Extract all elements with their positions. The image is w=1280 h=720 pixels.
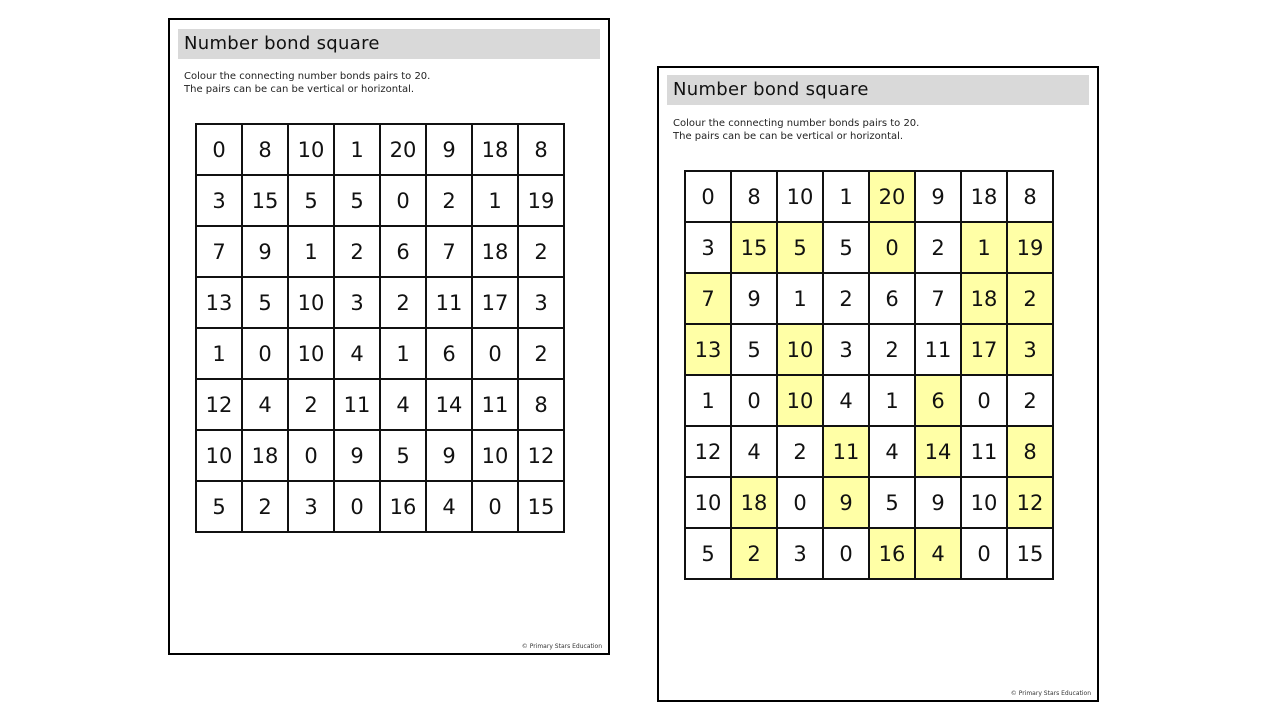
grid-cell[interactable]: 10 [777,375,823,426]
grid-cell[interactable]: 3 [334,277,380,328]
grid-cell[interactable]: 6 [915,375,961,426]
grid-cell[interactable]: 16 [869,528,915,579]
grid-cell[interactable]: 11 [472,379,518,430]
grid-cell[interactable]: 1 [288,226,334,277]
grid-cell[interactable]: 11 [823,426,869,477]
grid-cell[interactable]: 7 [685,273,731,324]
grid-cell[interactable]: 18 [472,226,518,277]
grid-cell[interactable]: 7 [426,226,472,277]
grid-cell[interactable]: 11 [961,426,1007,477]
grid-cell[interactable]: 5 [288,175,334,226]
grid-cell[interactable]: 10 [288,277,334,328]
grid-cell[interactable]: 0 [380,175,426,226]
grid-cell[interactable]: 5 [823,222,869,273]
grid-cell[interactable]: 1 [869,375,915,426]
grid-row [685,171,1053,222]
grid-cell[interactable]: 2 [1007,273,1053,324]
grid-row [196,277,564,328]
copyright-notice: © Primary Stars Education [521,643,602,650]
grid-cell[interactable]: 14 [426,379,472,430]
grid-cell[interactable]: 0 [288,430,334,481]
grid-cell[interactable]: 4 [869,426,915,477]
grid-cell[interactable]: 18 [731,477,777,528]
grid-cell[interactable]: 12 [518,430,564,481]
grid-cell[interactable]: 11 [426,277,472,328]
grid-cell[interactable]: 7 [196,226,242,277]
grid-cell[interactable]: 5 [869,477,915,528]
grid-cell[interactable]: 0 [869,222,915,273]
grid-cell[interactable]: 1 [685,375,731,426]
grid-cell[interactable]: 3 [823,324,869,375]
grid-cell[interactable]: 9 [334,430,380,481]
grid-row [685,222,1053,273]
grid-cell[interactable]: 12 [685,426,731,477]
grid-cell[interactable]: 8 [518,379,564,430]
grid-cell[interactable]: 5 [196,481,242,532]
grid-cell[interactable]: 18 [472,124,518,175]
instruction-line-1: Colour the connecting number bonds pairs to 20. [184,71,431,82]
grid-cell[interactable]: 11 [915,324,961,375]
grid-cell[interactable]: 19 [518,175,564,226]
grid-cell[interactable]: 4 [731,426,777,477]
grid-cell[interactable]: 7 [915,273,961,324]
grid-cell[interactable]: 0 [472,481,518,532]
grid-cell[interactable]: 3 [685,222,731,273]
grid-cell[interactable]: 15 [518,481,564,532]
grid-cell[interactable]: 2 [869,324,915,375]
worksheet-instructions [673,117,919,143]
grid-cell[interactable]: 14 [915,426,961,477]
grid-cell[interactable]: 15 [731,222,777,273]
grid-cell[interactable]: 2 [731,528,777,579]
grid-cell[interactable]: 20 [380,124,426,175]
grid-cell[interactable]: 5 [380,430,426,481]
grid-cell[interactable]: 10 [961,477,1007,528]
grid-cell[interactable]: 3 [1007,324,1053,375]
grid-cell[interactable]: 9 [242,226,288,277]
grid-cell[interactable]: 0 [961,528,1007,579]
grid-cell[interactable]: 17 [961,324,1007,375]
grid-cell[interactable]: 0 [777,477,823,528]
grid-cell[interactable]: 1 [334,124,380,175]
grid-cell[interactable]: 8 [518,124,564,175]
grid-cell[interactable]: 0 [472,328,518,379]
grid-cell[interactable]: 2 [426,175,472,226]
grid-cell[interactable]: 2 [1007,375,1053,426]
grid-cell[interactable]: 3 [777,528,823,579]
grid-cell[interactable]: 2 [518,226,564,277]
grid-cell[interactable]: 0 [823,528,869,579]
grid-cell[interactable]: 10 [685,477,731,528]
grid-cell[interactable]: 18 [242,430,288,481]
number-grid [684,170,1054,580]
grid-cell[interactable]: 4 [242,379,288,430]
grid-cell[interactable]: 3 [288,481,334,532]
grid-cell[interactable]: 1 [380,328,426,379]
grid-row [685,477,1053,528]
grid-cell[interactable]: 4 [915,528,961,579]
grid-cell[interactable]: 9 [426,124,472,175]
grid-cell[interactable]: 5 [242,277,288,328]
grid-cell[interactable]: 10 [288,124,334,175]
grid-cell[interactable]: 2 [777,426,823,477]
grid-cell[interactable]: 1 [961,222,1007,273]
grid-cell[interactable]: 2 [242,481,288,532]
grid-cell[interactable]: 11 [334,379,380,430]
grid-row [196,430,564,481]
worksheet-instructions [184,70,430,96]
instruction-line-1: Colour the connecting number bonds pairs to 20. [673,118,920,129]
grid-cell[interactable]: 2 [915,222,961,273]
worksheet-title: Number bond square [178,29,600,59]
grid-cell[interactable]: 20 [869,171,915,222]
grid-row [685,375,1053,426]
grid-cell[interactable]: 1 [196,328,242,379]
grid-cell[interactable]: 8 [731,171,777,222]
grid-cell[interactable]: 4 [823,375,869,426]
grid-cell[interactable]: 5 [685,528,731,579]
grid-row [685,324,1053,375]
grid-cell[interactable]: 16 [380,481,426,532]
grid-row [196,328,564,379]
grid-row [196,175,564,226]
grid-cell[interactable]: 2 [334,226,380,277]
grid-cell[interactable]: 9 [823,477,869,528]
grid-cell[interactable]: 13 [196,277,242,328]
grid-cell[interactable]: 9 [731,273,777,324]
grid-cell[interactable]: 15 [242,175,288,226]
grid-cell[interactable]: 6 [380,226,426,277]
grid-cell[interactable]: 0 [685,171,731,222]
instruction-line-2: The pairs can be can be vertical or horizontal. [184,84,415,95]
grid-cell[interactable]: 1 [823,171,869,222]
grid-row [196,379,564,430]
grid-cell[interactable]: 6 [426,328,472,379]
worksheet-blank [168,18,610,655]
grid-cell[interactable]: 2 [380,277,426,328]
grid-cell[interactable]: 9 [915,171,961,222]
grid-cell[interactable]: 17 [472,277,518,328]
grid-cell[interactable]: 5 [731,324,777,375]
worksheet-title: Number bond square [667,75,1089,105]
grid-cell[interactable]: 18 [961,171,1007,222]
grid-row [685,273,1053,324]
grid-row [196,481,564,532]
grid-cell[interactable]: 18 [961,273,1007,324]
worksheet-answers [657,66,1099,702]
grid-cell[interactable]: 0 [196,124,242,175]
grid-cell[interactable]: 12 [1007,477,1053,528]
grid-cell[interactable]: 6 [869,273,915,324]
grid-cell[interactable]: 10 [777,324,823,375]
grid-row [685,426,1053,477]
grid-cell[interactable]: 3 [518,277,564,328]
grid-cell[interactable]: 9 [426,430,472,481]
grid-cell[interactable]: 2 [288,379,334,430]
grid-cell[interactable]: 8 [1007,426,1053,477]
grid-cell[interactable]: 1 [472,175,518,226]
grid-cell[interactable]: 12 [196,379,242,430]
grid-cell[interactable]: 5 [334,175,380,226]
grid-cell[interactable]: 15 [1007,528,1053,579]
grid-row [196,124,564,175]
grid-cell[interactable]: 0 [242,328,288,379]
grid-cell[interactable]: 10 [777,171,823,222]
grid-cell[interactable]: 5 [777,222,823,273]
grid-cell[interactable]: 3 [196,175,242,226]
copyright-notice: © Primary Stars Education [1010,690,1091,697]
grid-cell[interactable]: 0 [334,481,380,532]
grid-cell[interactable]: 9 [915,477,961,528]
grid-cell[interactable]: 13 [685,324,731,375]
grid-row [685,528,1053,579]
grid-cell[interactable]: 8 [1007,171,1053,222]
grid-cell[interactable]: 0 [731,375,777,426]
number-grid [195,123,565,533]
grid-cell[interactable]: 10 [196,430,242,481]
grid-row [196,226,564,277]
grid-cell[interactable]: 0 [961,375,1007,426]
grid-cell[interactable]: 4 [334,328,380,379]
grid-cell[interactable]: 2 [823,273,869,324]
grid-cell[interactable]: 1 [777,273,823,324]
grid-cell[interactable]: 4 [426,481,472,532]
grid-cell[interactable]: 19 [1007,222,1053,273]
grid-cell[interactable]: 8 [242,124,288,175]
grid-cell[interactable]: 10 [472,430,518,481]
grid-cell[interactable]: 2 [518,328,564,379]
instruction-line-2: The pairs can be can be vertical or horizontal. [673,131,904,142]
grid-cell[interactable]: 10 [288,328,334,379]
grid-cell[interactable]: 4 [380,379,426,430]
